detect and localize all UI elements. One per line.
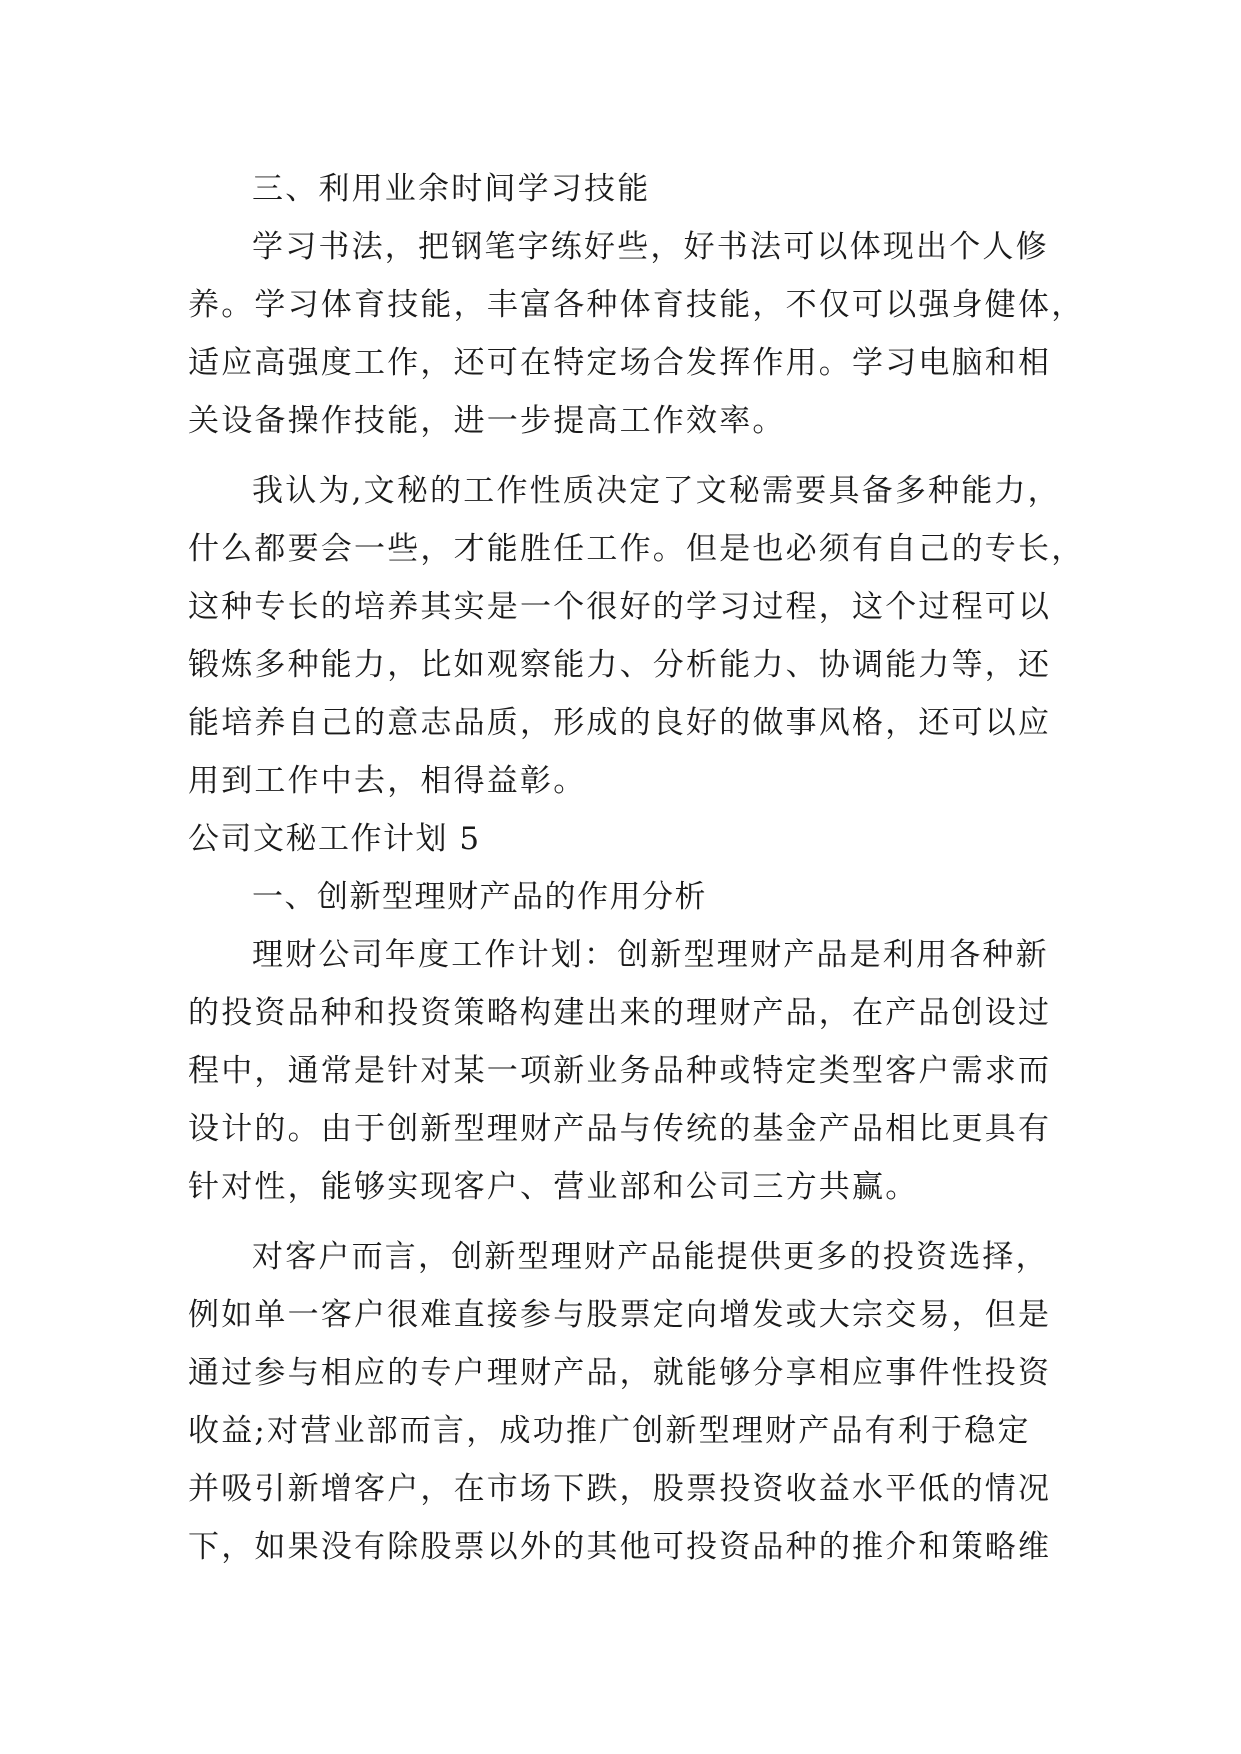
paragraph-line: 下，如果没有除股票以外的其他可投资品种的推介和策略维 bbox=[188, 1529, 1052, 1565]
paragraph-line: 针对性，能够实现客户、营业部和公司三方共赢。 bbox=[188, 1169, 919, 1205]
paragraph-line: 锻炼多种能力，比如观察能力、分析能力、协调能力等，还 bbox=[188, 647, 1052, 683]
paragraph-line: 用到工作中去，相得益彰。 bbox=[188, 763, 587, 799]
paragraph-line: 什么都要会一些，才能胜任工作。但是也必须有自己的专长， bbox=[188, 531, 1085, 567]
paragraph-line: 学习书法，把钢笔字练好些，好书法可以体现出个人修 bbox=[252, 229, 1049, 265]
document-section-title: 公司文秘工作计划 5 bbox=[188, 821, 481, 857]
paragraph-gap bbox=[188, 450, 1048, 462]
paragraph-line: 关设备操作技能，进一步提高工作效率。 bbox=[188, 403, 786, 439]
paragraph-line: 养。学习体育技能，丰富各种体育技能，不仅可以强身健体， bbox=[188, 287, 1085, 323]
paragraph-line: 程中，通常是针对某一项新业务品种或特定类型客户需求而 bbox=[188, 1053, 1052, 1089]
paragraph-line: 对客户而言，创新型理财产品能提供更多的投资选择， bbox=[252, 1239, 1049, 1275]
paragraph-line: 能培养自己的意志品质，形成的良好的做事风格，还可以应 bbox=[188, 705, 1052, 741]
paragraph-line: 适应高强度工作，还可在特定场合发挥作用。学习电脑和相 bbox=[188, 345, 1052, 381]
paragraph-line: 设计的。由于创新型理财产品与传统的基金产品相比更具有 bbox=[188, 1111, 1052, 1147]
paragraph-line: 并吸引新增客户，在市场下跌，股票投资收益水平低的情况 bbox=[188, 1471, 1052, 1507]
paragraph-line: 例如单一客户很难直接参与股票定向增发或大宗交易，但是 bbox=[188, 1297, 1052, 1333]
paragraph-gap bbox=[188, 1216, 1048, 1228]
paragraph-line: 收益;对营业部而言，成功推广创新型理财产品有利于稳定 bbox=[188, 1413, 1031, 1449]
paragraph-line: 的投资品种和投资策略构建出来的理财产品，在产品创设过 bbox=[188, 995, 1052, 1031]
paragraph-line: 这种专长的培养其实是一个很好的学习过程，这个过程可以 bbox=[188, 589, 1052, 625]
paragraph-line: 我认为,文秘的工作性质决定了文秘需要具备多种能力， bbox=[252, 473, 1061, 509]
paragraph-line: 通过参与相应的专户理财产品，就能够分享相应事件性投资 bbox=[188, 1355, 1052, 1391]
document-body bbox=[188, 160, 1085, 1576]
section-heading: 一、创新型理财产品的作用分析 bbox=[252, 879, 707, 915]
paragraph-line: 理财公司年度工作计划：创新型理财产品是利用各种新 bbox=[252, 937, 1049, 973]
section-heading: 三、利用业余时间学习技能 bbox=[252, 171, 651, 207]
